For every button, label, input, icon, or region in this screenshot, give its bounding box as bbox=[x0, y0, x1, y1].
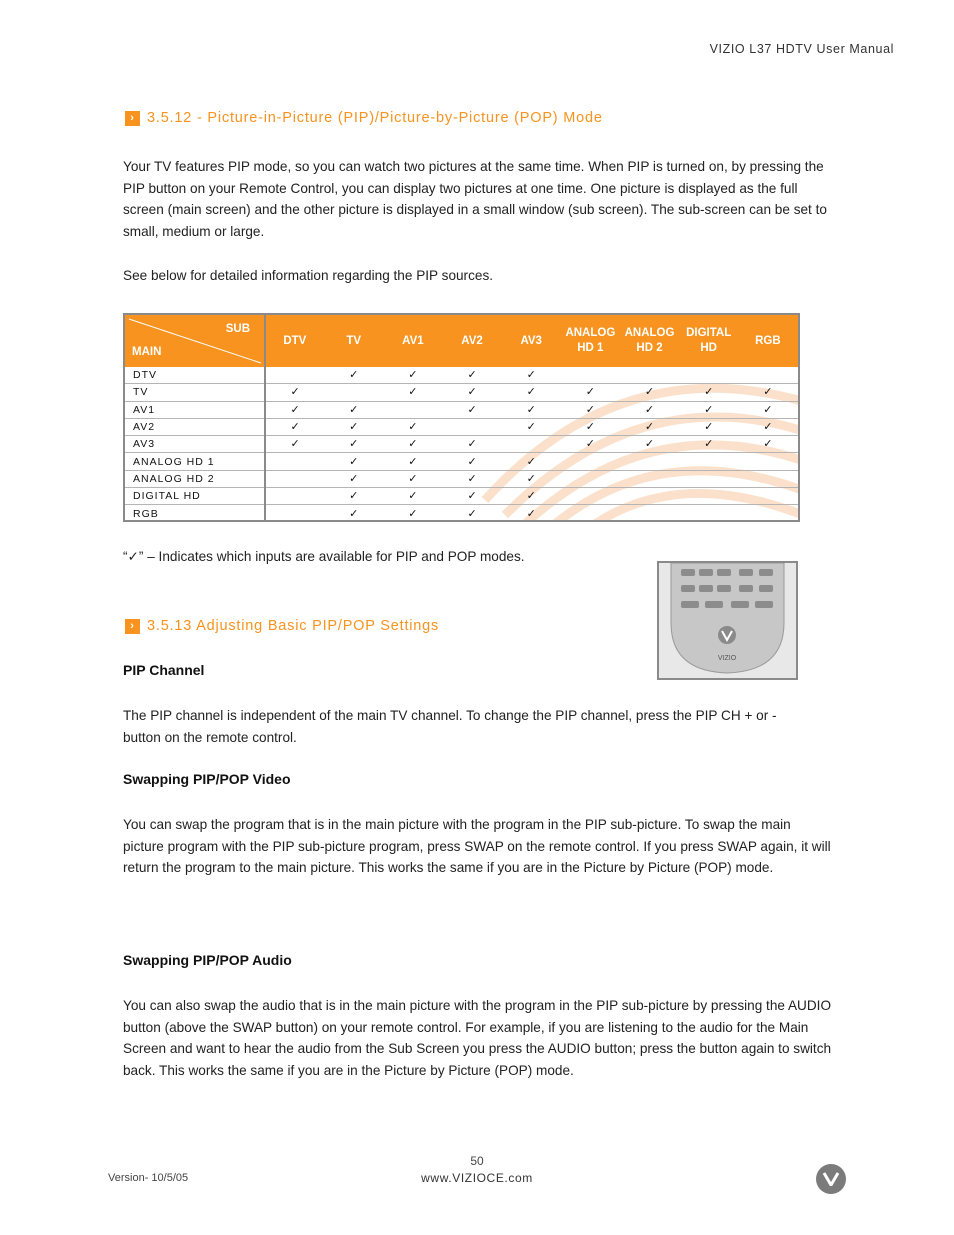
empty-cell bbox=[561, 453, 620, 470]
row-label: AV3 bbox=[125, 436, 265, 453]
check-cell: ✓ bbox=[324, 418, 383, 435]
section-title-pip-mode bbox=[125, 110, 603, 126]
empty-cell bbox=[561, 505, 620, 522]
empty-cell bbox=[620, 453, 679, 470]
check-cell: ✓ bbox=[442, 488, 501, 505]
table-row bbox=[125, 488, 798, 505]
check-cell: ✓ bbox=[324, 488, 383, 505]
remote-illustration bbox=[659, 563, 796, 678]
check-cell: ✓ bbox=[620, 401, 679, 418]
corner-sub-label: SUB bbox=[225, 323, 250, 335]
check-cell: ✓ bbox=[442, 436, 501, 453]
empty-cell bbox=[265, 367, 324, 384]
row-label: AV2 bbox=[125, 418, 265, 435]
remote-brand: VIZIO bbox=[717, 655, 737, 662]
column-header: TV bbox=[324, 315, 383, 367]
empty-cell bbox=[679, 453, 738, 470]
check-cell: ✓ bbox=[738, 384, 797, 401]
check-cell: ✓ bbox=[561, 401, 620, 418]
check-cell: ✓ bbox=[679, 401, 738, 418]
empty-cell bbox=[738, 470, 797, 487]
chevron-right-icon: › bbox=[125, 111, 140, 126]
check-cell: ✓ bbox=[502, 453, 561, 470]
check-cell: ✓ bbox=[738, 401, 797, 418]
column-header: AV2 bbox=[442, 315, 501, 367]
check-cell: ✓ bbox=[408, 507, 418, 520]
empty-cell bbox=[679, 488, 738, 505]
check-cell: ✓ bbox=[502, 401, 561, 418]
pip-compatibility-table bbox=[123, 313, 800, 522]
check-cell: ✓ bbox=[324, 470, 383, 487]
pip-channel-text: The PIP channel is independent of the main TV channel. To change the PIP channel, press the PIP CH + or - button on the remote control. bbox=[123, 708, 777, 745]
check-cell: ✓ bbox=[383, 470, 442, 487]
pip-channel-heading: PIP Channel bbox=[123, 662, 205, 678]
check-cell: ✓ bbox=[265, 418, 324, 435]
check-cell: ✓ bbox=[679, 436, 738, 453]
check-cell: ✓ bbox=[349, 507, 359, 520]
empty-cell bbox=[324, 384, 383, 401]
empty-cell bbox=[265, 453, 324, 470]
table-row bbox=[125, 418, 798, 435]
check-cell: ✓ bbox=[502, 470, 561, 487]
empty-cell bbox=[679, 367, 738, 384]
empty-cell bbox=[620, 367, 679, 384]
check-cell: ✓ bbox=[738, 418, 797, 435]
intro-paragraph: Your TV features PIP mode, so you can watch two pictures at the same time. When PIP is turned on, by pressing the PIP button on your Remote Control, you can display two pictures at one time. One picture is displayed as the full screen (main screen) and the other picture is displayed in a small window (sub screen). The sub-screen can be set to small, medium or large. bbox=[123, 159, 827, 240]
check-cell: ✓ bbox=[502, 418, 561, 435]
check-cell: ✓ bbox=[383, 453, 442, 470]
table-row bbox=[125, 436, 798, 453]
section-title-adjusting bbox=[125, 618, 439, 634]
empty-cell bbox=[738, 367, 797, 384]
section-title-text: 3.5.13 Adjusting Basic PIP/POP Settings bbox=[147, 618, 440, 634]
website-url: www.VIZIOCE.com bbox=[421, 1171, 533, 1185]
row-label: AV1 bbox=[125, 401, 265, 418]
check-cell: ✓ bbox=[561, 384, 620, 401]
swap-audio-heading: Swapping PIP/POP Audio bbox=[123, 952, 292, 968]
check-cell: ✓ bbox=[324, 367, 383, 384]
check-cell: ✓ bbox=[442, 453, 501, 470]
sources-paragraph: See below for detailed information regarding the PIP sources. bbox=[123, 268, 494, 283]
check-cell: ✓ bbox=[383, 367, 442, 384]
header-title: VIZIO L37 HDTV User Manual bbox=[709, 42, 894, 56]
remote-control-image bbox=[657, 561, 798, 680]
row-label: DIGITAL HD bbox=[125, 488, 265, 505]
check-cell: ✓ bbox=[265, 436, 324, 453]
empty-cell bbox=[738, 505, 797, 522]
swap-video-heading: Swapping PIP/POP Video bbox=[123, 771, 291, 787]
check-cell: ✓ bbox=[442, 367, 501, 384]
chevron-right-icon: › bbox=[125, 619, 140, 634]
row-label: RGB bbox=[125, 505, 265, 522]
vizio-logo bbox=[816, 1164, 846, 1194]
empty-cell bbox=[738, 453, 797, 470]
version-label: Version- 10/5/05 bbox=[108, 1172, 189, 1184]
empty-cell bbox=[265, 505, 324, 522]
table-row bbox=[125, 384, 798, 401]
empty-cell bbox=[620, 505, 679, 522]
check-cell: ✓ bbox=[467, 507, 477, 520]
check-cell: ✓ bbox=[324, 453, 383, 470]
page-number: 50 bbox=[470, 1154, 484, 1168]
empty-cell bbox=[265, 488, 324, 505]
check-cell: ✓ bbox=[620, 384, 679, 401]
check-cell: ✓ bbox=[679, 418, 738, 435]
swap-audio-text: You can also swap the audio that is in the main picture with the program in the PIP sub-picture by pressing the AUDIO button (above the SWAP button) on your remote control. For example, if you are listening to the audio for the Main Screen and want to hear the audio from the Sub Screen you press the AUDIO button; press the button again to switch back. This works the same if you are in the Picture by Picture (POP) mode. bbox=[123, 998, 832, 1079]
empty-cell bbox=[561, 488, 620, 505]
section-title-text: 3.5.12 - Picture-in-Picture (PIP)/Picture-by-Picture (POP) Mode bbox=[147, 110, 603, 126]
check-cell: ✓ bbox=[502, 367, 561, 384]
check-cell: ✓ bbox=[620, 418, 679, 435]
column-header: AV3 bbox=[502, 315, 561, 367]
column-header: ANALOG HD 1 bbox=[561, 315, 620, 367]
table-row bbox=[125, 453, 798, 470]
empty-cell bbox=[383, 401, 442, 418]
v-logo-icon bbox=[822, 1172, 840, 1186]
check-cell: ✓ bbox=[561, 418, 620, 435]
check-cell: ✓ bbox=[442, 401, 501, 418]
empty-cell bbox=[265, 470, 324, 487]
empty-cell bbox=[442, 418, 501, 435]
check-cell: ✓ bbox=[383, 418, 442, 435]
check-cell: ✓ bbox=[324, 401, 383, 418]
check-cell: ✓ bbox=[383, 488, 442, 505]
check-cell: ✓ bbox=[442, 470, 501, 487]
empty-cell bbox=[561, 470, 620, 487]
check-cell: ✓ bbox=[620, 436, 679, 453]
row-label: TV bbox=[125, 384, 265, 401]
check-cell: ✓ bbox=[265, 401, 324, 418]
table-corner-header bbox=[125, 315, 265, 367]
empty-cell bbox=[502, 436, 561, 453]
empty-cell bbox=[679, 470, 738, 487]
row-label: ANALOG HD 2 bbox=[125, 470, 265, 487]
check-cell: ✓ bbox=[383, 436, 442, 453]
column-header: AV1 bbox=[383, 315, 442, 367]
empty-cell bbox=[738, 488, 797, 505]
check-cell: ✓ bbox=[526, 507, 536, 520]
column-header: DIGITAL HD bbox=[679, 315, 738, 367]
corner-main-label: MAIN bbox=[132, 346, 162, 358]
empty-cell bbox=[620, 488, 679, 505]
check-cell: ✓ bbox=[442, 384, 501, 401]
column-header: ANALOG HD 2 bbox=[620, 315, 679, 367]
swap-video-text: You can swap the program that is in the main picture with the program in the PIP sub-picture. To swap the main picture program with the PIP sub-picture program, press SWAP on the remote control. If you press SWAP again, it will return the program to the main picture. This works the same if you are in the Picture by Picture (POP) mode. bbox=[123, 817, 831, 876]
row-label: ANALOG HD 1 bbox=[125, 453, 265, 470]
column-header: DTV bbox=[265, 315, 324, 367]
column-header: RGB bbox=[738, 315, 797, 367]
check-cell: ✓ bbox=[738, 436, 797, 453]
table-row bbox=[125, 367, 798, 384]
empty-cell bbox=[620, 470, 679, 487]
check-cell: ✓ bbox=[265, 384, 324, 401]
check-cell: ✓ bbox=[502, 488, 561, 505]
table-row bbox=[125, 505, 798, 522]
check-cell: ✓ bbox=[561, 436, 620, 453]
row-label: DTV bbox=[125, 367, 265, 384]
check-cell: ✓ bbox=[324, 436, 383, 453]
check-cell: ✓ bbox=[383, 384, 442, 401]
check-cell: ✓ bbox=[679, 384, 738, 401]
empty-cell bbox=[561, 367, 620, 384]
table-legend: “✓” – Indicates which inputs are available for PIP and POP modes. bbox=[123, 549, 525, 564]
empty-cell bbox=[679, 505, 738, 522]
table-row bbox=[125, 401, 798, 418]
table-row bbox=[125, 470, 798, 487]
check-cell: ✓ bbox=[502, 384, 561, 401]
